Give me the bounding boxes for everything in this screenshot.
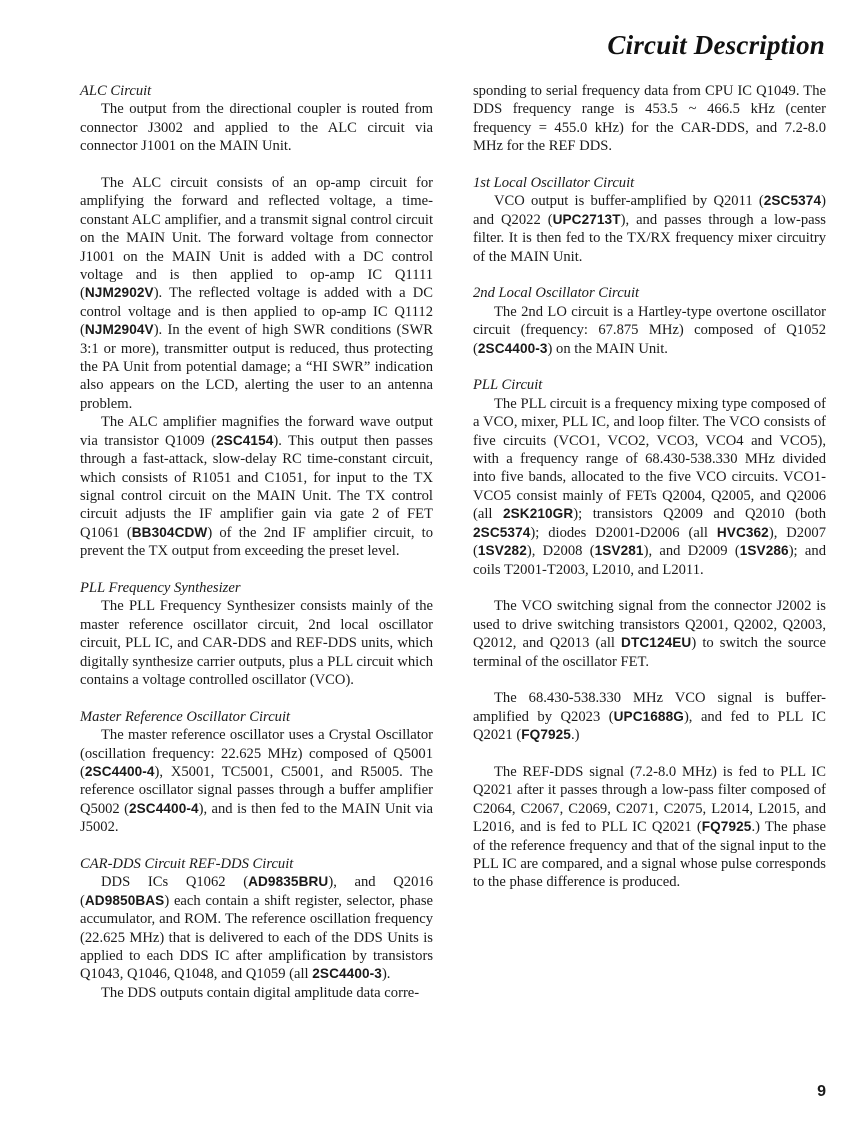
paragraph-2nd-lo: The 2nd LO circuit is a Hartley-type overtone oscillator circuit (frequency: 67.875 MHz) composed of Q1052 (2SC4400-3) on the MAIN Unit. <box>473 303 826 357</box>
paragraph-pll-3: The 68.430-538.330 MHz VCO signal is buffer-amplified by Q2023 (UPC1688G), and fed to PLL IC Q2021 (FQ7925.) <box>473 690 826 744</box>
paragraph-master-oscillator: The master reference oscillator uses a Crystal Oscillator (oscillation frequency: 22.625 MHz) composed of Q5001 (2SC4400-4), X5001, TC5001, C5001, and R5005. The reference oscillator signal passes through a buffer amplifier Q5002 (2SC4400-4), and is then fed to the MAIN Unit via J5002. <box>80 727 433 836</box>
part-number: 2SC5374 <box>763 193 822 209</box>
part-number: UPC1688G <box>613 708 684 724</box>
section-title-dds: CAR-DDS Circuit REF-DDS Circuit <box>80 856 294 872</box>
paragraph-alc-3: The ALC amplifier magnifies the forward wave output via transistor Q1009 (2SC4154). This output then passes through a fast-attack, slow-delay RC time-constant circuit, which consists of R1051 and C1051, for input to the TX signal control circuit on the MAIN Unit. The TX control circuit adjusts the IF amplifier gain via gate 2 of FET Q1061 (BB304CDW) of the 2nd IF amplifier circuit, to prevent the TX output from exceeding the preset level. <box>80 414 433 560</box>
part-number: FQ7925 <box>521 727 571 743</box>
part-number: BB304CDW <box>131 524 208 540</box>
section-title-alc: ALC Circuit <box>80 83 152 99</box>
part-number: AD9835BRU <box>248 874 329 890</box>
part-number: NJM2904V <box>84 322 154 338</box>
left-column <box>80 82 433 1002</box>
part-number: HVC362 <box>716 524 769 540</box>
paragraph-dds-2: The DDS outputs contain digital amplitude data corre- <box>101 984 420 1001</box>
section-title-pll-synthesizer: PLL Frequency Synthesizer <box>80 579 241 596</box>
paragraph-1st-lo: VCO output is buffer-amplified by Q2011 (2SC5374) and Q2022 (UPC2713T), and passes through a low-pass filter. It is then fed to the TX/RX frequency mixer circuitry of the MAIN Unit. <box>473 193 826 265</box>
section-title-master-oscillator: Master Reference Oscillator Circuit <box>80 708 291 725</box>
part-number: FQ7925 <box>701 819 752 835</box>
section-title-1st-lo: 1st Local Oscillator Circuit <box>473 175 635 192</box>
part-number: DTC124EU <box>621 635 692 651</box>
part-number: 2SC4400-3 <box>477 340 548 356</box>
right-column <box>473 82 826 892</box>
paragraph-dds-1: DDS ICs Q1062 (AD9835BRU), and Q2016 (AD9850BAS) each contain a shift register, selector, phase accumulator, and ROM. The reference oscillation frequency (22.625 MHz) that is delivered to each of the DDS Units is applied to each DDS IC after amplification by transistors Q1043, Q1046, Q1048, and Q1059 (all 2SC4400-3). <box>80 874 433 983</box>
paragraph-alc-1: The output from the directional coupler is routed from connector J3002 and applied to the ALC circuit via connector J1001 on the MAIN Unit. <box>80 101 433 155</box>
paragraph-pll-4: The REF-DDS signal (7.2-8.0 MHz) is fed to PLL IC Q2021 after it passes through a low-pass filter composed of C2064, C2067, C2069, C2071, C2075, L2014, L2015, and L2016, and is fed to PLL IC Q2021 (FQ7925.) The phase of the reference frequency and that of the signal input to the PLL IC are compared, and a signal whose pulse corresponds to the phase difference is produced. <box>473 763 826 891</box>
part-number: 2SC4400-4 <box>84 763 155 779</box>
page-number: 9 <box>817 1083 826 1100</box>
paragraph-dds-continued: sponding to serial frequency data from CPU IC Q1049. The DDS frequency range is 453.5 ~ 466.5 kHz (center frequency = 455.0 kHz) for the CAR-DDS, and 7.2-8.0 MHz for the REF DDS. <box>473 83 826 155</box>
part-number: 1SV286 <box>739 543 789 559</box>
part-number: 2SC4154 <box>216 432 274 448</box>
part-number: 1SV281 <box>594 543 644 559</box>
paragraph-alc-2: The ALC circuit consists of an op-amp circuit for amplifying the forward and reflected voltage, a time-constant ALC amplifier, and a transmit signal control circuit on the MAIN Unit. The forward voltage from connector J1001 on the MAIN Unit is added with a DC control voltage and is then applied to op-amp IC Q1111 (NJM2902V). The reflected voltage is added with a DC control voltage and is then applied to op-amp IC Q1112 (NJM2904V). In the event of high SWR conditions (SWR 3:1 or more), transmitter output is reduced, thus protecting the PA Unit from potential damage; a “HI SWR” indication also appears on the LCD, alerting the user to an antenna problem. <box>80 175 433 412</box>
section-title-pll: PLL Circuit <box>473 377 543 394</box>
part-number: AD9850BAS <box>84 892 165 908</box>
part-number: 2SC5374 <box>473 524 531 540</box>
part-number: 2SC4400-4 <box>128 800 199 816</box>
part-number: 1SV282 <box>477 543 527 559</box>
section-title-2nd-lo: 2nd Local Oscillator Circuit <box>473 285 640 302</box>
paragraph-pll-2: The VCO switching signal from the connector J2002 is used to drive switching transistors Q2001, Q2002, Q2003, Q2012, and Q2013 (all DTC124EU) to switch the source terminal of the oscillator FET. <box>473 598 827 670</box>
paragraph-pll-1: The PLL circuit is a frequency mixing type composed of a VCO, mixer, PLL IC, and loop filter. The VCO consists of five circuits (VCO1, VCO2, VCO3, VCO4 and VCO5), with a frequency range of 68.430-538.330 MHz divided into five bands, allocated to the five VCO circuits. VCO1-VCO5 consist mainly of FETs Q2004, Q2005, and Q2006 (all 2SK210GR); transistors Q2009 and Q2010 (both 2SC5374); diodes D2001-D2006 (all HVC362), D2007 (1SV282), D2008 (1SV281), and D2009 (1SV286); and coils T2001-T2003, L2010, and L2011. <box>473 395 826 578</box>
part-number: 2SK210GR <box>502 506 574 522</box>
part-number: NJM2902V <box>84 285 154 301</box>
part-number: 2SC4400-3 <box>312 966 382 982</box>
page-title: Circuit Description <box>607 30 825 60</box>
part-number: UPC2713T <box>552 211 621 227</box>
paragraph-pll-synthesizer: The PLL Frequency Synthesizer consists mainly of the master reference oscillator circuit, 2nd local oscillator circuit, PLL IC, and CAR-DDS and REF-DDS units, which digitally synthesize carrier outputs, plus a PLL circuit which contains a voltage controlled oscillator (VCO). <box>80 598 433 688</box>
